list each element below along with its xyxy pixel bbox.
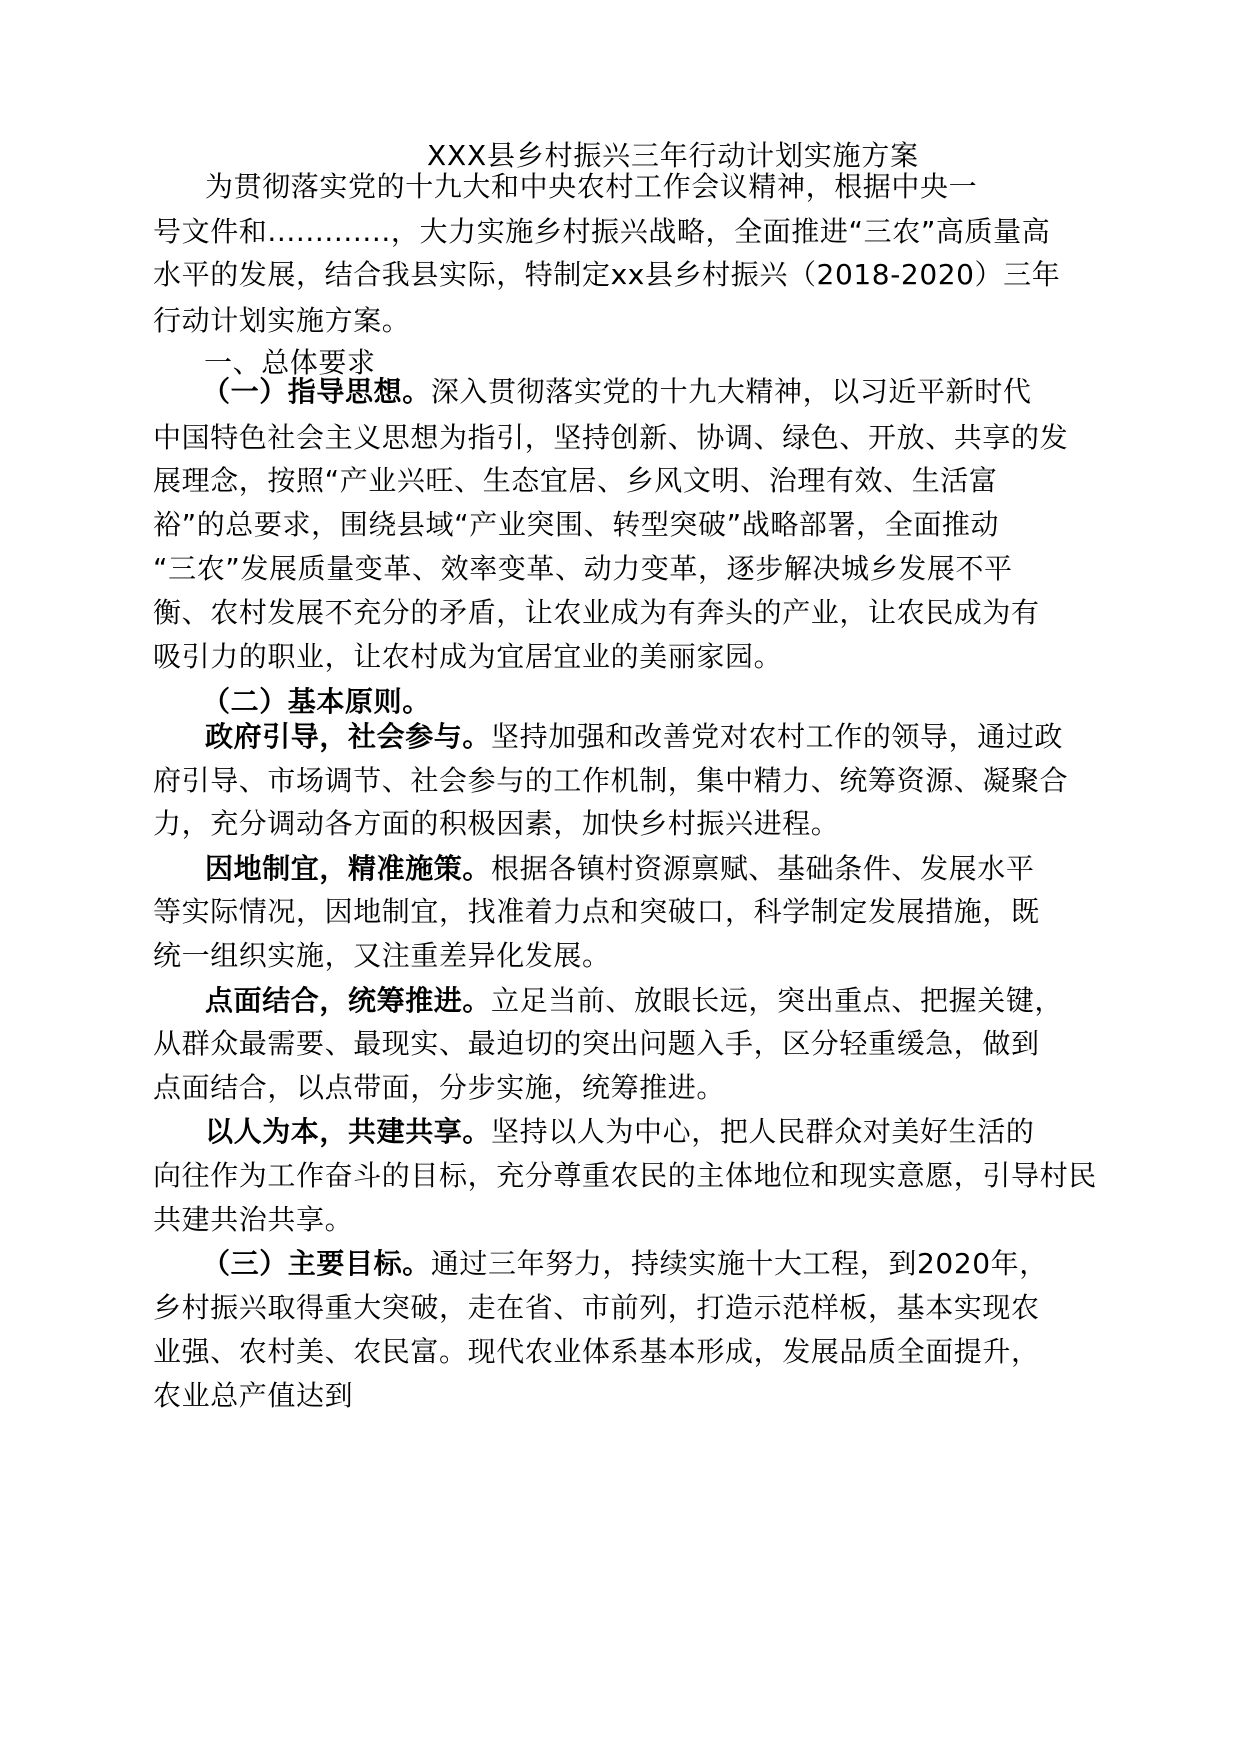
guiding-first-text: 深入贯彻落实党的十九大精神，以习近平新时代 — [430, 375, 1032, 408]
section-heading: 一、总体要求 — [204, 346, 376, 379]
principle-1-first-text: 坚持加强和改善党对农村工作的领导，通过政 — [491, 720, 1064, 753]
guiding-line-3: 展理念，按照“产业兴旺、生态宜居、乡风文明、治理有效、生活富 — [153, 464, 998, 497]
document-title: XXX县乡村振兴三年行动计划实施方案 — [427, 139, 919, 172]
intro-line-4: 行动计划实施方案。 — [153, 304, 411, 337]
goals-line-3: 业强、农村美、农民富。现代农业体系基本形成，发展品质全面提升， — [153, 1335, 1040, 1368]
guiding-line-2: 中国特色社会主义思想为指引，坚持创新、协调、绿色、开放、共享的发 — [153, 421, 1069, 454]
principle-2-line-2: 等实际情况，因地制宜，找准着力点和突破口，科学制定发展措施，既 — [153, 895, 1040, 928]
principle-3-first-line — [205, 979, 1063, 1023]
principle-4-label: 以人为本，共建共享。 — [205, 1115, 492, 1148]
goals-label: （三）主要目标。 — [202, 1247, 431, 1280]
principle-2-label: 因地制宜，精准施策。 — [205, 852, 492, 885]
principle-2-first-line — [205, 847, 1034, 891]
principle-4-first-line — [205, 1110, 1034, 1154]
intro-line-3: 水平的发展，结合我县实际，特制定xx县乡村振兴（2018-2020）三年 — [153, 258, 1061, 291]
guiding-line-7: 吸引力的职业，让农村成为宜居宜业的美丽家园。 — [153, 640, 783, 673]
principle-2-first-text: 根据各镇村资源禀赋、基础条件、发展水平 — [491, 852, 1035, 885]
guiding-line-5: “三农”发展质量变革、效率变革、动力变革，逐步解决城乡发展不平 — [153, 552, 1013, 585]
principle-3-first-text: 立足当前、放眼长远，突出重点、把握关键， — [491, 984, 1064, 1017]
principle-3-line-2: 从群众最需要、最现实、最迫切的突出问题入手，区分轻重缓急，做到 — [153, 1027, 1040, 1060]
guiding-line-6: 衡、农村发展不充分的矛盾，让农业成为有奔头的产业，让农民成为有 — [153, 596, 1040, 629]
intro-line-1: 为贯彻落实党的十九大和中央农村工作会议精神，根据中央一 — [205, 170, 978, 203]
goals-first-line — [202, 1242, 1048, 1286]
principle-3-line-3: 点面结合，以点带面，分步实施，统筹推进。 — [153, 1071, 726, 1104]
principle-1-line-3: 力，充分调动各方面的积极因素，加快乡村振兴进程。 — [153, 807, 840, 840]
principle-2-line-3: 统一组织实施，又注重差异化发展。 — [153, 939, 611, 972]
principle-4-first-text: 坚持以人为中心，把人民群众对美好生活的 — [491, 1115, 1035, 1148]
principle-4-line-2: 向往作为工作奋斗的目标，充分尊重农民的主体地位和现实意愿，引导村民 — [153, 1159, 1097, 1192]
principle-1-line-2: 府引导、市场调节、社会参与的工作机制，集中精力、统筹资源、凝聚合 — [153, 764, 1069, 797]
principle-3-label: 点面结合，统筹推进。 — [205, 984, 492, 1017]
principle-4-line-3: 共建共治共享。 — [153, 1203, 354, 1236]
guiding-label: （一）指导思想。 — [202, 375, 431, 408]
guiding-line-4: 裕”的总要求，围绕县域“产业突围、转型突破”战略部署，全面推动 — [153, 508, 1000, 541]
principle-1-first-line — [205, 715, 1063, 759]
intro-line-2: 号文件和.............，大力实施乡村振兴战略，全面推进“三农”高质量高 — [153, 215, 1051, 248]
guiding-first-line — [202, 370, 1031, 414]
goals-line-2: 乡村振兴取得重大突破，走在省、市前列，打造示范样板，基本实现农 — [153, 1291, 1040, 1324]
goals-line-4: 农业总产值达到 — [153, 1379, 354, 1412]
principle-1-label: 政府引导，社会参与。 — [205, 720, 492, 753]
goals-first-text: 通过三年努力，持续实施十大工程，到2020年， — [430, 1247, 1048, 1280]
principles-heading: （二）基本原则。 — [202, 685, 431, 718]
